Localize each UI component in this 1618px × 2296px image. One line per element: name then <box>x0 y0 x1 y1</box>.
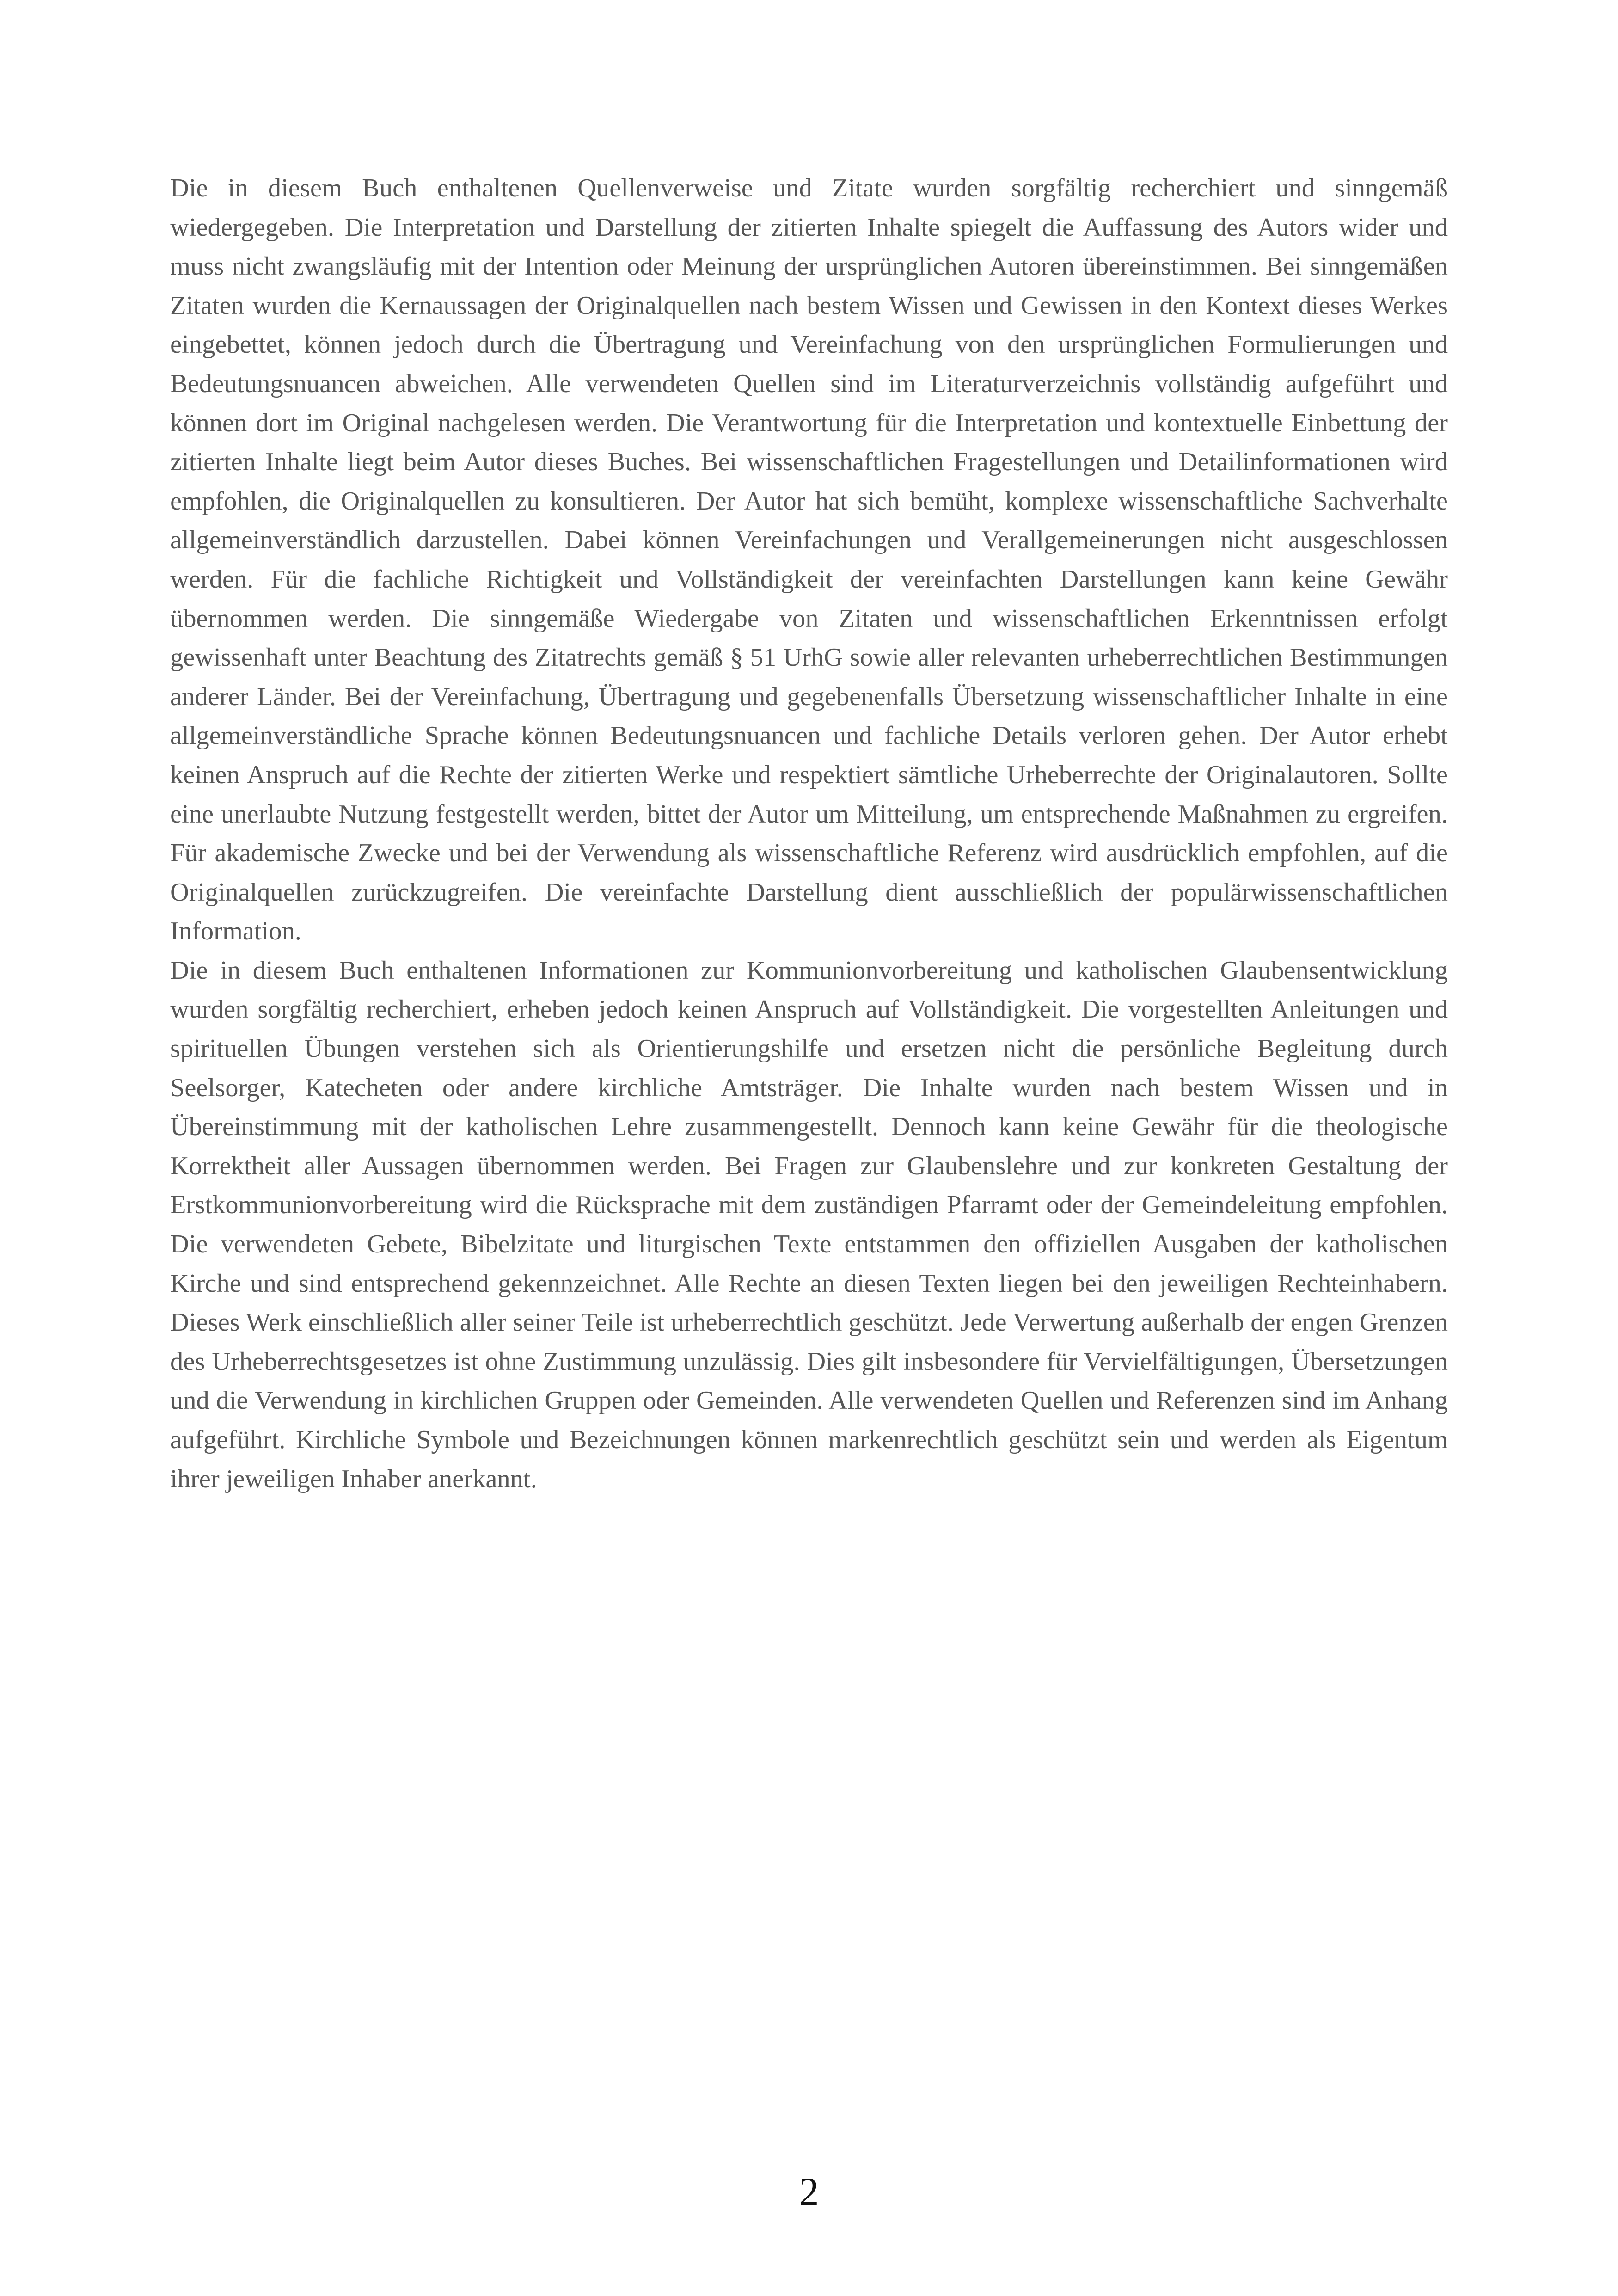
page-number: 2 <box>799 2169 819 2214</box>
paragraph-sources-disclaimer: Die in diesem Buch enthaltenen Quellenverweise und Zitate wurden sorgfältig recherchiert und sinngemäß wiedergegeben. Die Interpretation und Darstellung der zitierten Inhalte spiegelt die Auffassung des Autors wider und muss nicht zwangsläufig mit der Intention oder Meinung der ursprünglichen Autoren übereinstimmen. Bei sinngemäßen Zitaten wurden die Kernaussagen der Originalquellen nach bestem Wissen und Gewissen in den Kontext dieses Werkes eingebettet, können jedoch durch die Übertragung und Vereinfachung von den ursprünglichen Formulierungen und Bedeutungsnuancen abweichen. Alle verwendeten Quellen sind im Literaturverzeichnis vollständig aufgeführt und können dort im Original nachgelesen werden. Die Verantwortung für die Interpretation und kontextuelle Einbettung der zitierten Inhalte liegt beim Autor dieses Buches. Bei wissenschaftlichen Fragestellungen und Detailinformationen wird empfohlen, die Originalquellen zu konsultieren. Der Autor hat sich bemüht, komplexe wissenschaftliche Sachverhalte allgemeinverständlich darzustellen. Dabei können Vereinfachungen und Verallgemeinerungen nicht ausgeschlossen werden. Für die fachliche Richtigkeit und Vollständigkeit der vereinfachten Darstellungen kann keine Gewähr übernommen werden. Die sinngemäße Wiedergabe von Zitaten und wissenschaftlichen Erkenntnissen erfolgt gewissenhaft unter Beachtung des Zitatrechts gemäß § 51 UrhG sowie aller relevanten urheberrechtlichen Bestimmungen anderer Länder. Bei der Vereinfachung, Übertragung und gegebenenfalls Übersetzung wissenschaftlicher Inhalte in eine allgemeinverständliche Sprache können Bedeutungsnuancen und fachliche Details verloren gehen. Der Autor erhebt keinen Anspruch auf die Rechte der zitierten Werke und respektiert sämtliche Urheberrechte der Originalautoren. Sollte eine unerlaubte Nutzung festgestellt werden, bittet der Autor um Mitteilung, um entsprechende Maßnahmen zu ergreifen. Für akademische Zwecke und bei der Verwendung als wissenschaftliche Referenz wird ausdrücklich empfohlen, auf die Originalquellen zurückzugreifen. Die vereinfachte Darstellung dient ausschließlich der populärwissenschaftlichen Information. <box>170 174 1448 946</box>
body-text <box>170 169 1448 1498</box>
paragraph-communion-disclaimer: Die in diesem Buch enthaltenen Informationen zur Kommunionvorbereitung und katholischen Glaubensentwicklung wurden sorgfältig recherchiert, erheben jedoch keinen Anspruch auf Vollständigkeit. Die vorgestellten Anleitungen und spirituellen Übungen verstehen sich als Orientierungshilfe und ersetzen nicht die persönliche Begleitung durch Seelsorger, Katecheten oder andere kirchliche Amtsträger. Die Inhalte wurden nach bestem Wissen und in Übereinstimmung mit der katholischen Lehre zusammengestellt. Dennoch kann keine Gewähr für die theologische Korrektheit aller Aussagen übernommen werden. Bei Fragen zur Glaubenslehre und zur konkreten Gestaltung der Erstkommunionvorbereitung wird die Rücksprache mit dem zuständigen Pfarramt oder der Gemeindeleitung empfohlen. Die verwendeten Gebete, Bibelzitate und liturgischen Texte entstammen den offiziellen Ausgaben der katholischen Kirche und sind entsprechend gekennzeichnet. Alle Rechte an diesen Texten liegen bei den jeweiligen Rechteinhabern. Dieses Werk einschließlich aller seiner Teile ist urheberrechtlich geschützt. Jede Verwertung außerhalb der engen Grenzen des Urheberrechtsgesetzes ist ohne Zustimmung unzulässig. Dies gilt insbesondere für Vervielfältigungen, Übersetzungen und die Verwendung in kirchlichen Gruppen oder Gemeinden. Alle verwendeten Quellen und Referenzen sind im Anhang aufgeführt. Kirchliche Symbole und Bezeichnungen können markenrechtlich geschützt sein und werden als Eigentum ihrer jeweiligen Inhaber anerkannt. <box>170 956 1448 1493</box>
